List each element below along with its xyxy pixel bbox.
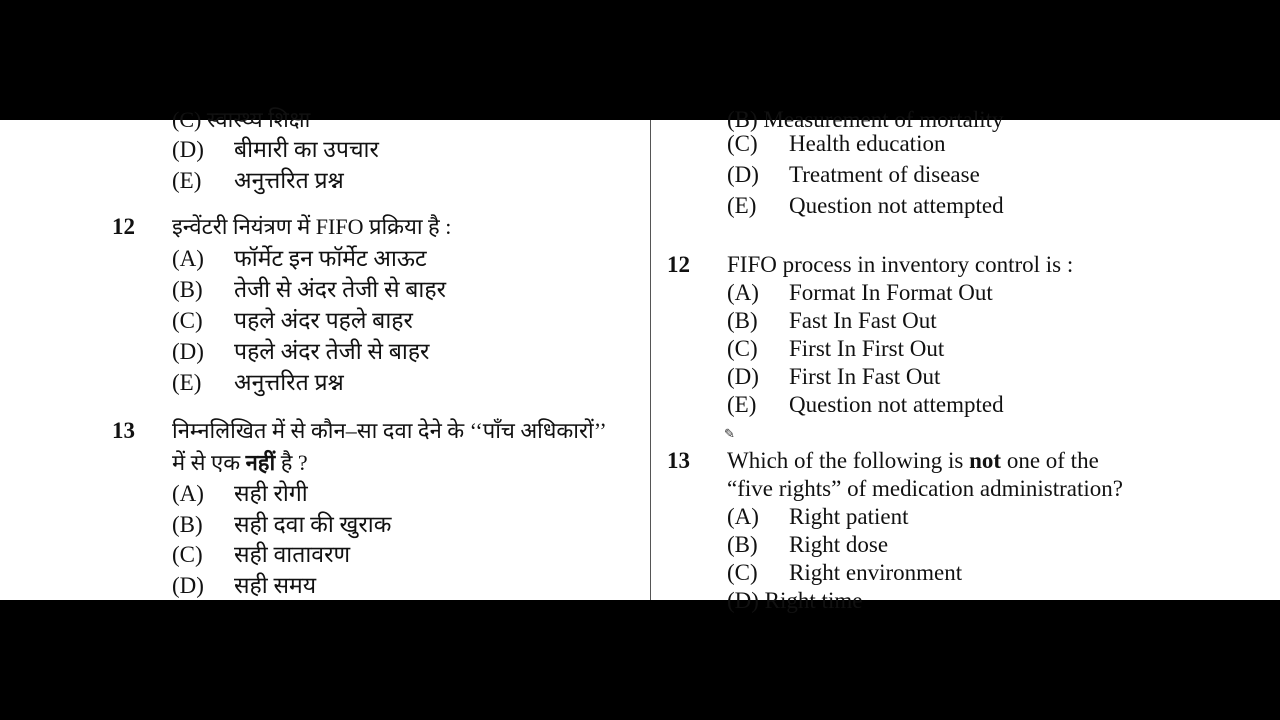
q13-text-pre: में से एक	[172, 450, 246, 475]
option-label: (B)	[172, 277, 203, 302]
right-q13-option-d-partial: (D) Right time	[727, 588, 863, 613]
option-label: (D)	[172, 573, 204, 598]
left-q12-option-a	[172, 245, 427, 273]
right-q12-option-b	[727, 307, 937, 335]
right-prev-option-d	[727, 161, 980, 189]
right-q12-option-e	[727, 391, 1004, 419]
option-text: बीमारी का उपचार	[234, 137, 379, 162]
right-q13-text-line2: “five rights” of medication administration?	[727, 476, 1123, 501]
right-q13-text-line1	[727, 447, 1099, 475]
option-text: सही रोगी	[234, 481, 308, 506]
q13-text-post: one of the	[1001, 448, 1099, 473]
left-prev-option-e	[172, 167, 344, 195]
option-text: अनुत्तरित प्रश्न	[234, 168, 344, 193]
option-label: (E)	[172, 370, 202, 395]
option-label: (B)	[172, 512, 203, 537]
option-label: (E)	[172, 168, 202, 193]
right-prev-option-c	[727, 130, 945, 158]
option-text: First In First Out	[789, 336, 945, 361]
option-text: Right dose	[789, 532, 889, 557]
option-label: (D)	[727, 162, 759, 187]
right-q12-number: 12	[667, 252, 690, 277]
option-text: Health education	[789, 131, 946, 156]
option-text: अनुत्तरित प्रश्न	[234, 370, 344, 395]
option-label: (E)	[727, 193, 757, 218]
left-q13-number: 13	[112, 418, 135, 443]
exam-page	[0, 107, 1280, 613]
option-label: (C)	[727, 336, 758, 361]
option-text: Treatment of disease	[789, 162, 980, 187]
option-text: First In Fast Out	[789, 364, 941, 389]
left-prev-option-d	[172, 136, 379, 164]
option-label: (D)	[727, 364, 759, 389]
pen-cursor-icon: ✎	[724, 426, 735, 441]
left-q12-option-b	[172, 276, 446, 304]
option-text: सही समय	[234, 573, 317, 598]
option-label: (A)	[172, 246, 204, 271]
option-text: सही वातावरण	[234, 542, 351, 567]
option-label: (B)	[727, 532, 758, 557]
option-label: (C)	[172, 308, 203, 333]
left-prev-option-c-partial: (C) स्वास्थ्य शिक्षा	[172, 107, 311, 132]
option-text: Question not attempted	[789, 392, 1004, 417]
right-q13-option-a	[727, 503, 908, 531]
option-text: सही दवा की खुराक	[234, 512, 392, 537]
option-text: तेजी से अंदर तेजी से बाहर	[234, 277, 447, 302]
option-label: (C)	[727, 131, 758, 156]
q13-text-bold: not	[969, 448, 1002, 473]
option-label: (D)	[172, 339, 204, 364]
left-q13-option-a	[172, 480, 308, 508]
left-q13-text-line2	[172, 449, 308, 477]
left-q12-option-c	[172, 307, 413, 335]
left-q13-option-b	[172, 511, 391, 539]
option-text: पहले अंदर पहले बाहर	[234, 308, 413, 333]
left-q12-text: इन्वेंटरी नियंत्रण में FIFO प्रक्रिया है :	[172, 214, 452, 239]
right-q12-text: FIFO process in inventory control is :	[727, 252, 1074, 277]
left-q13-option-d	[172, 572, 316, 600]
right-q12-option-c	[727, 335, 944, 363]
option-label: (D)	[172, 137, 204, 162]
option-label: (A)	[172, 481, 204, 506]
right-q13-option-c	[727, 559, 962, 587]
left-q12-option-e	[172, 369, 344, 397]
option-label: (C)	[172, 542, 203, 567]
left-q13-option-c	[172, 541, 350, 569]
option-label: (E)	[727, 392, 757, 417]
option-text: Right environment	[789, 560, 963, 585]
q13-text-pre: Which of the following is	[727, 448, 970, 473]
option-text: Fast In Fast Out	[789, 308, 937, 333]
option-label: (B)	[727, 308, 758, 333]
right-q13-number: 13	[667, 448, 690, 473]
option-label: (A)	[727, 504, 759, 529]
left-q12-option-d	[172, 338, 429, 366]
option-text: पहले अंदर तेजी से बाहर	[234, 339, 430, 364]
left-q12-number: 12	[112, 214, 135, 239]
right-prev-option-b-partial: (B) Measurement of mortality	[727, 107, 1004, 132]
right-q13-option-b	[727, 531, 888, 559]
right-q12-option-d	[727, 363, 940, 391]
option-text: Right patient	[789, 504, 909, 529]
right-q12-option-a	[727, 279, 993, 307]
q13-text-post: है ?	[275, 450, 308, 475]
left-q13-text-line1: निम्नलिखित में से कौन–सा दवा देने के ‘‘पाँच अधिकारों’’	[172, 418, 607, 443]
option-text: फॉर्मेट इन फॉर्मेट आऊट	[234, 246, 427, 271]
column-divider	[650, 120, 651, 600]
option-text: Format In Format Out	[789, 280, 993, 305]
right-prev-option-e	[727, 192, 1004, 220]
option-label: (C)	[727, 560, 758, 585]
option-text: Question not attempted	[789, 193, 1004, 218]
option-label: (A)	[727, 280, 759, 305]
q13-text-bold: नहीं	[245, 450, 276, 475]
